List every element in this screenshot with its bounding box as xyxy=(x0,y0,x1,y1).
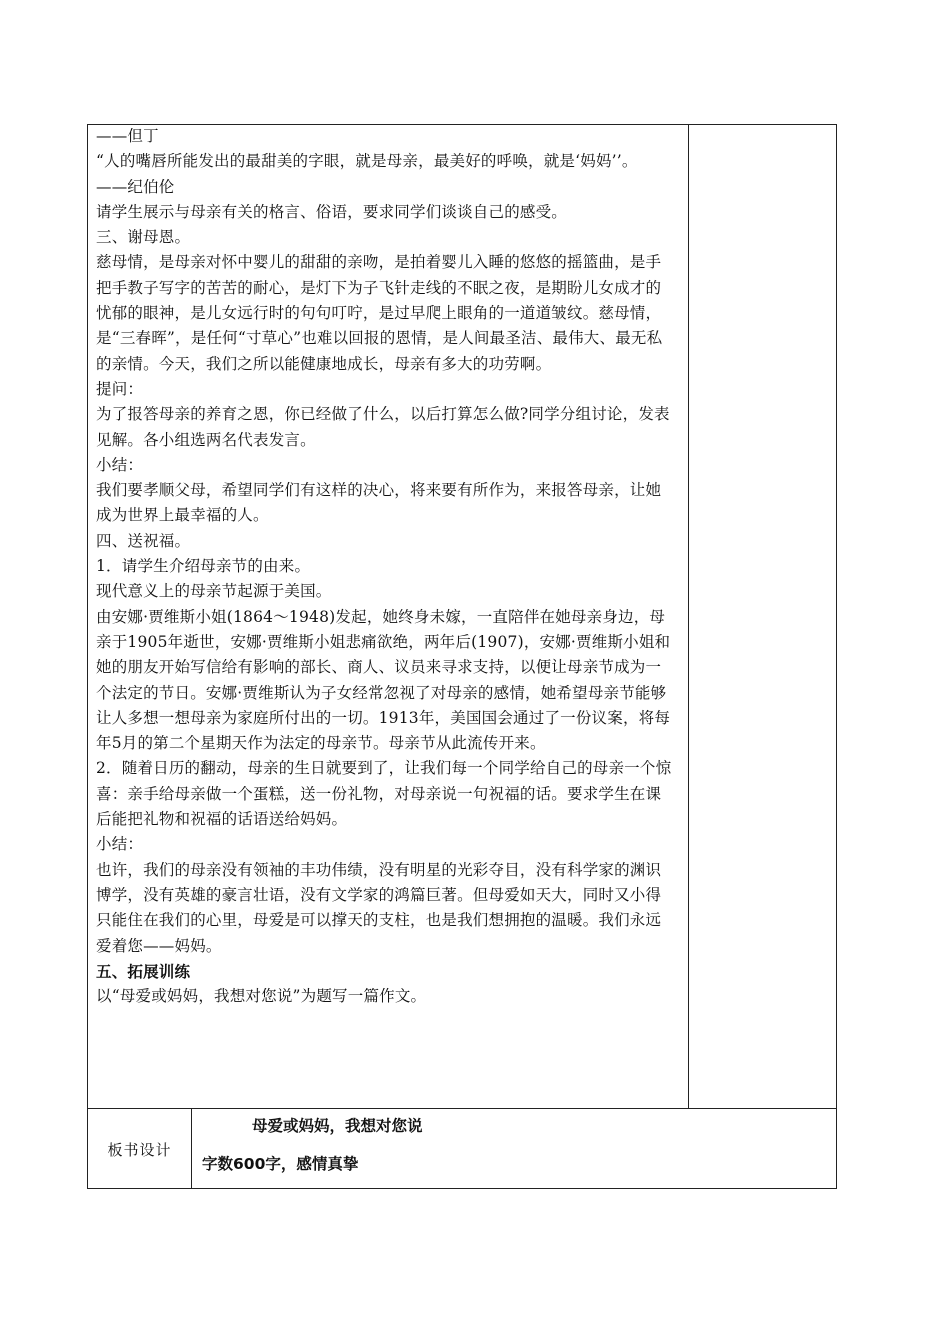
origin-paragraph: 现代意义上的母亲节起源于美国。 xyxy=(96,582,332,601)
board-label-divider xyxy=(191,1108,192,1189)
row-divider xyxy=(87,1108,837,1109)
quote-gibran: “人的嘴唇所能发出的最甜美的字眼，就是母亲，最美好的呼唤，就是‘妈妈’’。 xyxy=(96,152,638,171)
mothers-love-paragraph: 慈母情，是母亲对怀中婴儿的甜甜的亲吻，是拍着婴儿入睡的悠悠的摇篮曲，是手把手教子写字的苦苦的耐心，是灯下为子飞针走线的不眠之夜，是期盼儿女成才的忧郁的眼神，是儿女远行时的句句叮咛，是过早爬上眼角的一道道皱纹。慈母情，是“三春晖”，是任何“寸草心”也难以回报的恩情，是人间最圣洁、最伟大、最无私的亲情。今天，我们之所以能健康地成长，母亲有多大的功劳啊。 xyxy=(96,253,663,373)
table-border-bottom xyxy=(87,1188,837,1189)
summary-label-2: 小结： xyxy=(96,835,144,854)
lesson-content xyxy=(96,124,674,1009)
quote-attribution-gibran: ——纪伯伦 xyxy=(96,177,175,196)
board-title: 母爱或妈妈，我想对您说 xyxy=(252,1117,423,1135)
summary-paragraph-2: 也许，我们的母亲没有领袖的丰功伟绩，没有明星的光彩夺目，没有科学家的渊识博学，没有英雄的豪言壮语，没有文学家的鸿篇巨著。但母爱如天大，同时又小得只能住在我们的心里，母爱是可以撑天的支柱，也是我们想拥抱的温暖。我们永远爱着您——妈妈。 xyxy=(96,860,662,955)
section-heading-5: 五、拓展训练 xyxy=(96,961,191,981)
section-heading-4: 四、送祝福。 xyxy=(96,531,191,550)
assignment-paragraph: 以“母爱或妈妈，我想对您说”为题写一篇作文。 xyxy=(96,987,427,1006)
instruction-paragraph: 请学生展示与母亲有关的格言、俗语，要求同学们谈谈自己的感受。 xyxy=(96,202,568,221)
table-border-right xyxy=(836,124,837,1189)
section-heading-3: 三、谢母恩。 xyxy=(96,228,191,247)
item-2-paragraph: 2．随着日历的翻动，母亲的生日就要到了，让我们每一个同学给自己的母亲一个惊喜：亲手给母亲做一个蛋糕，送一份礼物，对母亲说一句祝福的话。要求学生在课后能把礼物和祝福的话语送给妈妈。 xyxy=(96,759,672,829)
history-paragraph: 由安娜·贾维斯小姐(1864～1948)发起，她终身未嫁，一直陪伴在她母亲身边，母亲于1905年逝世，安娜·贾维斯小姐悲痛欲绝，两年后(1907)，安娜·贾维斯小姐和她的朋友开始写信给有影响的部长、商人、议员来寻求支持，以便让母亲节成为一个法定的节日。安娜·贾维斯认为子女经常忽视了对母亲的感情，她希望母亲节能够让人多想一想母亲为家庭所付出的一切。1913年，美国国会通过了一份议案，将每年5月的第二个星期天作为法定的母亲节。母亲节从此流传开来。 xyxy=(96,607,671,753)
board-requirement: 字数600字，感情真挚 xyxy=(202,1155,359,1173)
column-divider xyxy=(688,124,689,1109)
quote-attribution-dante: ——但丁 xyxy=(96,127,159,145)
item-1-heading: 1．请学生介绍母亲节的由来。 xyxy=(96,557,311,576)
board-design-label: 板书设计 xyxy=(107,1140,172,1159)
question-label: 提问： xyxy=(96,379,144,398)
summary-label-1: 小结： xyxy=(96,455,144,474)
question-paragraph: 为了报答母亲的养育之恩，你已经做了什么，以后打算怎么做?同学分组讨论，发表见解。各小组选两名代表发言。 xyxy=(96,405,670,449)
table-border-left xyxy=(87,124,88,1189)
summary-paragraph-1: 我们要孝顺父母，希望同学们有这样的决心，将来要有所作为，来报答母亲，让她成为世界上最幸福的人。 xyxy=(96,481,662,525)
